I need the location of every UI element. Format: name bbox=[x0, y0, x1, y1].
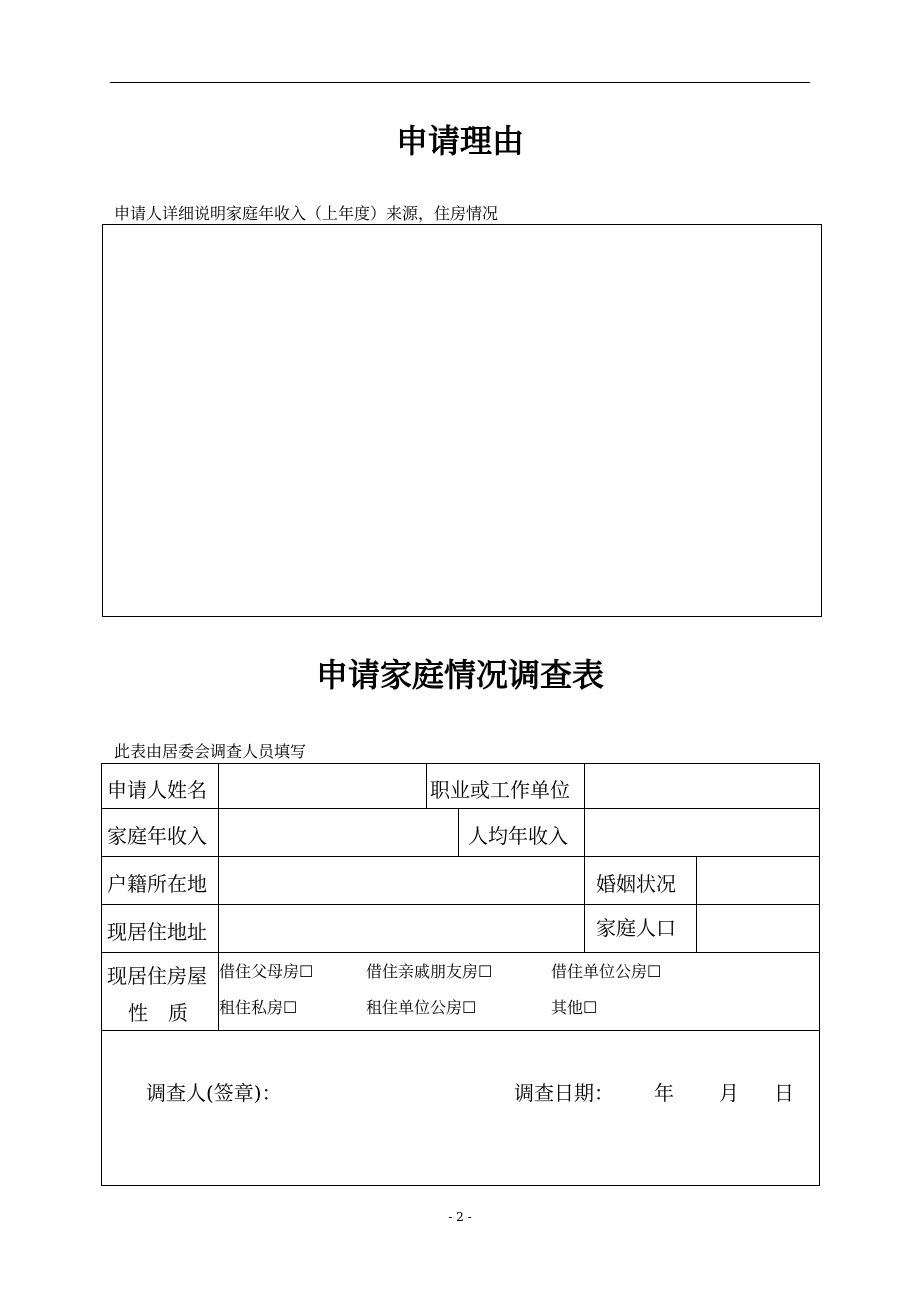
survey-instruction: 此表由居委会调查人员填写 bbox=[114, 742, 307, 761]
reason-input-box[interactable] bbox=[102, 224, 822, 617]
label-marital-status: 婚姻状况 bbox=[596, 872, 676, 896]
survey-date-label: 调查日期： bbox=[514, 1081, 614, 1105]
label-per-capita-income: 人均年收入 bbox=[468, 824, 568, 848]
label-occupation: 职业或工作单位 bbox=[430, 778, 570, 802]
section-title-reason: 申请理由 bbox=[395, 122, 524, 160]
section-title-survey: 申请家庭情况调查表 bbox=[315, 656, 604, 694]
row-line bbox=[102, 952, 819, 953]
label-household-registration: 户籍所在地 bbox=[107, 872, 207, 896]
investigator-signature-label: 调查人(签章)： bbox=[146, 1081, 282, 1105]
page-number: - 2 - bbox=[448, 1210, 472, 1224]
housing-option[interactable]: 其他☐ bbox=[551, 998, 598, 1017]
col-line bbox=[426, 764, 427, 808]
housing-option[interactable]: 借住亲戚朋友房☐ bbox=[366, 962, 493, 981]
col-line bbox=[584, 808, 585, 856]
label-housing-nature-2: 性 质 bbox=[128, 1001, 188, 1025]
col-line bbox=[584, 856, 585, 952]
survey-table bbox=[101, 763, 820, 1186]
row-line bbox=[102, 904, 819, 905]
housing-option[interactable]: 租住单位公房☐ bbox=[366, 998, 477, 1017]
label-family-income: 家庭年收入 bbox=[107, 824, 207, 848]
label-family-size: 家庭人口 bbox=[596, 916, 676, 940]
row-line bbox=[102, 856, 819, 857]
housing-option[interactable]: 借住单位公房☐ bbox=[551, 962, 662, 981]
date-year-label: 年 bbox=[654, 1081, 674, 1105]
housing-option[interactable]: 借住父母房☐ bbox=[219, 962, 314, 981]
col-line bbox=[584, 764, 585, 808]
label-applicant-name: 申请人姓名 bbox=[107, 778, 207, 802]
housing-option[interactable]: 租住私房☐ bbox=[219, 998, 298, 1017]
date-month-label: 月 bbox=[719, 1081, 739, 1105]
row-line bbox=[102, 808, 819, 809]
row-line bbox=[102, 1030, 819, 1031]
date-day-label: 日 bbox=[774, 1081, 794, 1105]
label-current-address: 现居住地址 bbox=[107, 920, 207, 944]
label-column-line bbox=[218, 764, 219, 1030]
label-housing-nature: 现居住房屋 bbox=[107, 964, 207, 988]
col-line bbox=[696, 856, 697, 952]
reason-instruction: 申请人详细说明家庭年收入（上年度）来源，住房情况 bbox=[114, 204, 499, 223]
col-line bbox=[458, 808, 459, 856]
top-rule bbox=[110, 82, 810, 83]
